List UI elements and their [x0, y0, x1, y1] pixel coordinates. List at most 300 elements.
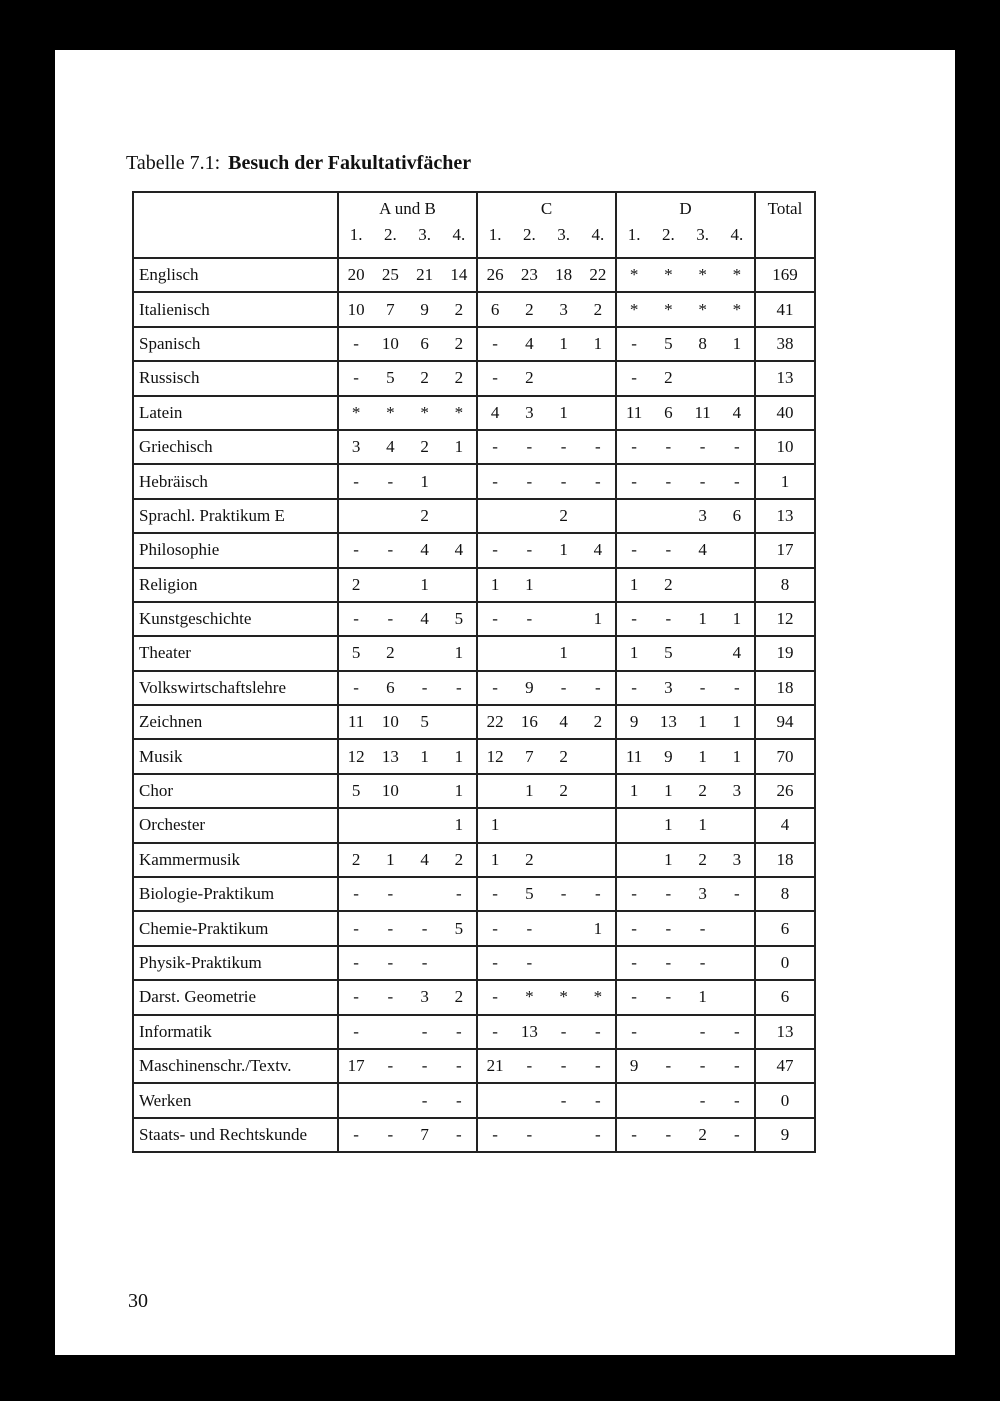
value-cell: - [665, 987, 672, 1007]
group-cell [338, 499, 477, 533]
value-cell: - [560, 437, 567, 457]
value-cell: - [492, 471, 498, 491]
value-cell: * [454, 402, 464, 422]
value-cell: - [595, 1090, 601, 1110]
value-cell: 2 [454, 333, 464, 353]
group-label: A und B [379, 199, 436, 218]
value-cell: - [631, 540, 637, 560]
value-cell: - [595, 437, 601, 457]
value-cell: 1 [420, 471, 429, 491]
value-cell [581, 575, 615, 595]
value-cell: 6 [386, 677, 395, 697]
group-cell [477, 292, 616, 326]
value-cell: 5 [351, 643, 361, 663]
value-cell: - [387, 918, 394, 938]
value-cell: 1 [525, 574, 534, 594]
table-row [133, 1015, 815, 1049]
value-cell: - [456, 1124, 462, 1144]
value-cell: * [593, 987, 603, 1007]
value-cell: 21 [486, 1056, 504, 1076]
value-cell: - [665, 1124, 672, 1144]
value-cell: - [456, 677, 462, 697]
group-cell [477, 1049, 616, 1083]
value-cell: 16 [520, 712, 538, 732]
value-cell: - [560, 1056, 567, 1076]
value-cell: 1 [454, 781, 464, 801]
value-cell: - [631, 677, 637, 697]
value-cell: - [387, 1056, 394, 1076]
group-cell [338, 396, 477, 430]
table-row [133, 671, 815, 705]
group-cell [477, 980, 616, 1014]
group-cell [616, 774, 755, 808]
value-cell: 2 [593, 299, 603, 319]
value-cell: 3 [732, 849, 742, 869]
sub-label: 4. [452, 225, 466, 244]
value-cell: - [353, 1124, 359, 1144]
value-cell: 11 [347, 712, 365, 732]
table-row [133, 602, 815, 636]
value-cell: 3 [664, 677, 673, 697]
group-cell [338, 705, 477, 739]
group-cell [616, 843, 755, 877]
value-cell: - [353, 884, 359, 904]
value-cell: 9 [629, 1056, 639, 1076]
group-cell [338, 980, 477, 1014]
value-cell: * [664, 299, 673, 319]
table-caption [126, 152, 471, 175]
value-cell: 2 [559, 746, 568, 766]
value-cell [651, 506, 685, 526]
value-cell: - [526, 953, 533, 972]
value-cell: - [387, 987, 394, 1007]
value-cell: - [353, 987, 359, 1007]
value-cell: - [492, 540, 498, 560]
value-cell [547, 919, 581, 939]
value-cell: 8 [698, 333, 707, 353]
row-total: 19 [755, 636, 815, 670]
value-cell: * [351, 402, 361, 422]
row-label: Griechisch [133, 430, 338, 464]
value-cell: - [421, 1090, 428, 1110]
group-cell [477, 877, 616, 911]
value-cell: - [734, 677, 740, 697]
value-cell: 11 [625, 746, 643, 766]
row-label: Kammermusik [133, 843, 338, 877]
table-row [133, 739, 815, 773]
value-cell [581, 953, 615, 973]
value-cell: - [353, 918, 359, 938]
value-cell [720, 953, 754, 973]
group-cell [477, 568, 616, 602]
value-cell: 5 [351, 781, 361, 801]
value-cell: * [698, 299, 707, 319]
value-cell [651, 1022, 685, 1042]
group-cell [616, 946, 755, 980]
row-total: 8 [755, 877, 815, 911]
sub-label: 3. [418, 225, 431, 244]
value-cell: 21 [416, 265, 434, 285]
group-cell [338, 636, 477, 670]
value-cell: 9 [525, 677, 534, 697]
value-cell: 2 [593, 712, 603, 732]
value-cell: - [387, 540, 394, 560]
value-cell: - [353, 677, 359, 697]
table-row [133, 1049, 815, 1083]
value-cell: 5 [386, 368, 395, 388]
group-cell [338, 774, 477, 808]
table-row [133, 1083, 815, 1117]
table-row [133, 568, 815, 602]
value-cell: 4 [386, 437, 395, 457]
value-cell: - [353, 540, 359, 560]
value-cell: - [595, 677, 601, 697]
group-cell [338, 327, 477, 361]
sub-label: 1. [627, 225, 641, 244]
value-cell: 9 [664, 746, 673, 766]
row-label: Darst. Geometrie [133, 980, 338, 1014]
value-cell: 1 [559, 402, 568, 422]
group-cell [616, 636, 755, 670]
value-cell [686, 368, 720, 388]
value-cell [651, 1091, 685, 1111]
value-cell: - [560, 677, 567, 697]
value-cell: - [492, 609, 498, 629]
value-cell: 3 [698, 884, 707, 904]
value-cell [581, 815, 615, 835]
value-cell: - [353, 953, 359, 972]
value-cell: - [699, 953, 706, 972]
row-label: Latein [133, 396, 338, 430]
value-cell: - [665, 1056, 672, 1076]
value-cell [547, 815, 581, 835]
value-cell: - [492, 333, 498, 353]
group-cell [616, 705, 755, 739]
row-total: 10 [755, 430, 815, 464]
value-cell: - [353, 1021, 359, 1041]
value-cell: 6 [420, 333, 429, 353]
group-cell [477, 671, 616, 705]
value-cell: 4 [525, 333, 534, 353]
value-cell: - [387, 884, 394, 904]
row-label: Philosophie [133, 533, 338, 567]
value-cell: - [595, 1124, 601, 1144]
row-total: 1 [755, 464, 815, 498]
group-cell [338, 843, 477, 877]
value-cell: 17 [347, 1056, 365, 1076]
row-total: 6 [755, 980, 815, 1014]
value-cell: 14 [450, 265, 468, 285]
sub-label: 2. [384, 225, 397, 244]
value-cell: * [420, 402, 429, 422]
group-cell [477, 1118, 616, 1152]
value-cell: 1 [454, 437, 464, 457]
value-cell: - [631, 437, 637, 457]
table-row [133, 636, 815, 670]
value-cell: 1 [698, 712, 707, 732]
value-cell: 3 [420, 987, 429, 1007]
group-cell [616, 396, 755, 430]
table-row [133, 361, 815, 395]
value-cell: - [631, 609, 637, 629]
value-cell: - [734, 1090, 740, 1110]
group-cell [616, 327, 755, 361]
table-row [133, 533, 815, 567]
row-label: Englisch [133, 258, 338, 292]
value-cell: 1 [386, 849, 395, 869]
value-cell: 2 [454, 849, 464, 869]
value-cell: 5 [454, 918, 464, 938]
value-cell [373, 506, 407, 526]
value-cell: 1 [732, 609, 742, 629]
table-row [133, 808, 815, 842]
value-cell: - [665, 884, 672, 904]
value-cell: - [595, 884, 601, 904]
group-cell [477, 258, 616, 292]
value-cell [547, 850, 581, 870]
value-cell: 5 [664, 643, 673, 663]
value-cell [512, 815, 546, 835]
group-cell [338, 1049, 477, 1083]
value-cell: - [631, 987, 637, 1007]
row-label: Staats- und Rechtskunde [133, 1118, 338, 1152]
group-label: D [679, 199, 692, 218]
value-cell: - [699, 677, 706, 697]
value-cell: - [595, 1021, 601, 1041]
value-cell: 1 [593, 333, 603, 353]
value-cell [442, 575, 476, 595]
value-cell: 1 [664, 781, 673, 801]
value-cell: 1 [698, 987, 707, 1007]
group-cell [477, 705, 616, 739]
value-cell [581, 747, 615, 767]
value-cell: 4 [490, 402, 500, 422]
group-cell [338, 464, 477, 498]
value-cell: - [631, 368, 637, 388]
value-cell: 2 [559, 781, 568, 801]
value-cell: - [421, 677, 428, 697]
value-cell: 3 [698, 505, 707, 525]
group-cell [616, 1015, 755, 1049]
header-empty-cell [133, 192, 338, 258]
value-cell [547, 368, 581, 388]
row-total: 18 [755, 843, 815, 877]
value-cell: 4 [698, 540, 707, 560]
value-cell: - [631, 471, 637, 491]
value-cell: 9 [629, 712, 639, 732]
group-cell [616, 808, 755, 842]
value-cell: - [421, 1056, 428, 1076]
value-cell: - [631, 1124, 637, 1144]
group-cell [338, 602, 477, 636]
row-label: Chor [133, 774, 338, 808]
value-cell [408, 643, 442, 663]
group-cell [338, 808, 477, 842]
caption-title: Besuch der Fakultativfächer [228, 152, 472, 174]
value-cell: 1 [629, 643, 639, 663]
value-cell: - [560, 1090, 567, 1110]
value-cell [373, 815, 407, 835]
value-cell: 12 [347, 746, 365, 766]
value-cell: - [526, 1124, 533, 1144]
value-cell: - [734, 1124, 740, 1144]
value-cell [373, 1022, 407, 1042]
value-cell: 4 [420, 609, 429, 629]
value-cell [478, 643, 512, 663]
value-cell [617, 1091, 651, 1111]
value-cell: 9 [420, 299, 429, 319]
value-cell [547, 575, 581, 595]
value-cell: - [492, 1021, 498, 1041]
value-cell: 2 [351, 849, 361, 869]
value-cell [442, 472, 476, 492]
value-cell: - [421, 953, 428, 972]
row-total: 13 [755, 1015, 815, 1049]
value-cell: - [734, 437, 740, 457]
value-cell: 5 [664, 333, 673, 353]
value-cell: 1 [732, 746, 742, 766]
group-cell [477, 739, 616, 773]
group-cell [338, 361, 477, 395]
value-cell: 2 [386, 643, 395, 663]
value-cell: * [629, 299, 639, 319]
row-total: 8 [755, 568, 815, 602]
value-cell: 2 [420, 437, 429, 457]
value-cell: - [456, 1090, 462, 1110]
group-cell [616, 499, 755, 533]
value-cell [478, 1091, 512, 1111]
value-cell [442, 953, 476, 973]
row-total: 9 [755, 1118, 815, 1152]
value-cell: - [353, 333, 359, 353]
value-cell: 2 [420, 505, 429, 525]
value-cell: 11 [625, 402, 643, 422]
group-cell [477, 1015, 616, 1049]
value-cell: 2 [525, 299, 534, 319]
value-cell [442, 712, 476, 732]
group-cell [616, 739, 755, 773]
row-label: Theater [133, 636, 338, 670]
group-cell [616, 533, 755, 567]
value-cell: - [631, 333, 637, 353]
value-cell: - [492, 918, 498, 938]
value-cell [720, 368, 754, 388]
value-cell: 10 [381, 781, 399, 801]
value-cell: - [526, 540, 533, 560]
row-total: 94 [755, 705, 815, 739]
table-row [133, 911, 815, 945]
group-cell [338, 1015, 477, 1049]
group-cell [338, 1083, 477, 1117]
value-cell: - [665, 953, 672, 972]
value-cell: 4 [454, 540, 464, 560]
value-cell: 2 [664, 368, 673, 388]
table-row [133, 292, 815, 326]
value-cell: 1 [559, 333, 568, 353]
value-cell: - [492, 368, 498, 388]
value-cell: 1 [664, 849, 673, 869]
value-cell: - [560, 884, 567, 904]
sub-label: 1. [349, 225, 363, 244]
value-cell: 3 [732, 781, 742, 801]
row-label: Religion [133, 568, 338, 602]
value-cell [547, 1125, 581, 1145]
sub-label: 4. [591, 225, 605, 244]
header-group-ab [338, 192, 477, 258]
row-total: 40 [755, 396, 815, 430]
row-label: Musik [133, 739, 338, 773]
table-row [133, 1118, 815, 1152]
value-cell: 1 [525, 781, 534, 801]
row-label: Spanisch [133, 327, 338, 361]
group-cell [616, 361, 755, 395]
value-cell: 1 [420, 574, 429, 594]
group-cell [477, 774, 616, 808]
group-cell [338, 877, 477, 911]
table-row [133, 980, 815, 1014]
value-cell: - [492, 987, 498, 1007]
value-cell [547, 609, 581, 629]
value-cell [408, 815, 442, 835]
value-cell: 1 [732, 333, 742, 353]
group-cell [477, 327, 616, 361]
value-cell: 13 [659, 712, 677, 732]
group-cell [477, 602, 616, 636]
row-total: 0 [755, 946, 815, 980]
value-cell: 5 [420, 712, 429, 732]
value-cell [720, 575, 754, 595]
sub-label: 4. [730, 225, 744, 244]
header-total: Total [755, 192, 815, 258]
group-cell [338, 430, 477, 464]
table-header-row [133, 192, 815, 258]
group-cell [616, 430, 755, 464]
value-cell [581, 643, 615, 663]
value-cell: 4 [420, 540, 429, 560]
value-cell: * [525, 987, 534, 1007]
value-cell: - [734, 471, 740, 491]
value-cell: - [421, 1021, 428, 1041]
value-cell: - [595, 1056, 601, 1076]
value-cell: - [456, 1056, 462, 1076]
sub-label: 1. [488, 225, 502, 244]
value-cell [720, 987, 754, 1007]
value-cell: 1 [490, 849, 500, 869]
group-cell [477, 946, 616, 980]
value-cell: - [665, 918, 672, 938]
page-number: 30 [128, 1290, 148, 1312]
value-cell: - [699, 471, 706, 491]
value-cell: 1 [664, 815, 673, 835]
value-cell: - [387, 953, 394, 972]
table-row [133, 464, 815, 498]
value-cell: 4 [732, 402, 742, 422]
group-cell [477, 911, 616, 945]
table-row [133, 258, 815, 292]
group-cell [477, 499, 616, 533]
value-cell [720, 919, 754, 939]
value-cell: 2 [420, 368, 429, 388]
value-cell: - [492, 1124, 498, 1144]
value-cell: 1 [559, 540, 568, 560]
value-cell [581, 506, 615, 526]
value-cell: - [492, 884, 498, 904]
table-row [133, 877, 815, 911]
value-cell: 1 [454, 643, 464, 663]
row-total: 4 [755, 808, 815, 842]
value-cell: - [631, 884, 637, 904]
value-cell: 25 [381, 265, 399, 285]
